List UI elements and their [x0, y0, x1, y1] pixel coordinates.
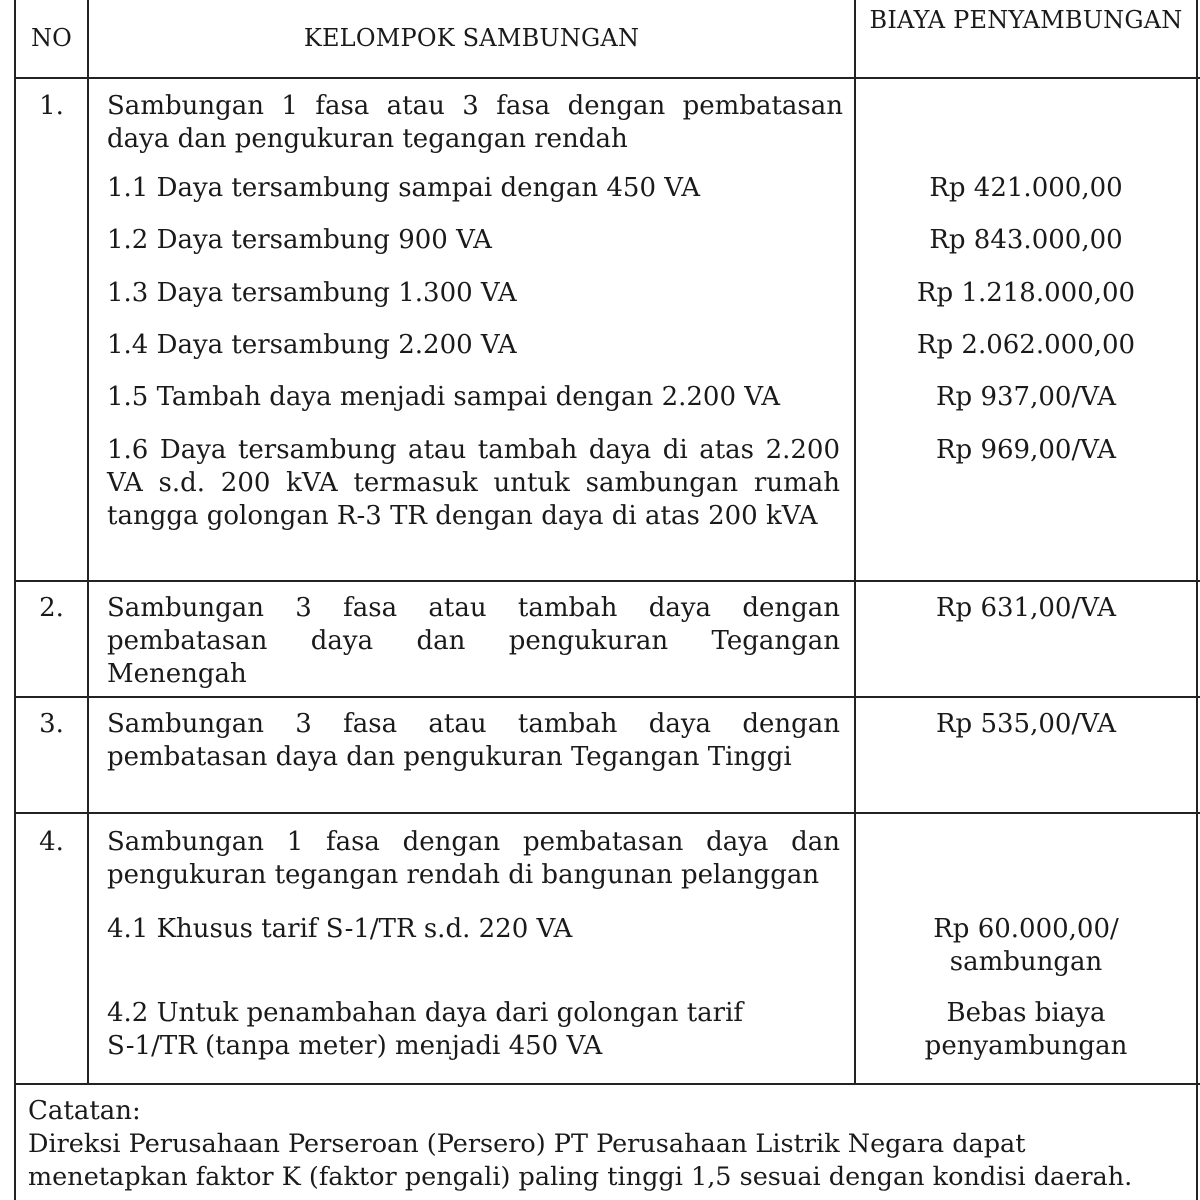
row-number: 3.: [39, 709, 64, 739]
row-title: Sambungan 1 fasa dengan pembatasan daya dan pengukuran tegangan rendah di bangunan pelanggan: [107, 827, 840, 890]
sub-item-cost: Bebas biaya penyambungan: [924, 998, 1128, 1061]
row-title: Sambungan 3 fasa atau tambah daya dengan pembatasan daya dan pengukuran Tegangan Menengah: [107, 593, 840, 689]
sub-item-label: 1.4 Daya tersambung 2.200 VA: [107, 330, 517, 360]
sub-item-label: 1.3 Daya tersambung 1.300 VA: [107, 278, 517, 308]
header-no: NO: [30, 24, 73, 52]
sub-item-cost: Rp 843.000,00: [929, 225, 1123, 255]
row-number: 2.: [39, 593, 64, 623]
header-group: KELOMPOK SAMBUNGAN: [303, 24, 640, 52]
row-number: 4.: [39, 827, 64, 857]
row1-bottom-rule: [14, 580, 1200, 582]
sub-item-cost: Rp 937,00/VA: [935, 382, 1116, 412]
sub-item-label: 1.2 Daya tersambung 900 VA: [107, 225, 492, 255]
note-label: Catatan:: [28, 1096, 141, 1126]
cost-column-divider: [854, 0, 856, 1084]
sub-item-cost: Rp 421.000,00: [929, 173, 1123, 203]
row-title: Sambungan 1 fasa atau 3 fasa dengan pembatasan daya dan pengukuran tegangan rendah: [107, 91, 843, 154]
row2-bottom-rule: [14, 696, 1200, 698]
sub-item-cost: Rp 1.218.000,00: [916, 278, 1136, 308]
row4-bottom-rule: [14, 1083, 1200, 1085]
row-cost: Rp 631,00/VA: [935, 593, 1116, 623]
sub-item-cost: Rp 60.000,00/ sambungan: [933, 914, 1119, 977]
no-column-divider: [87, 0, 89, 1084]
note-text: Direksi Perusahaan Perseroan (Persero) PT Perusahaan Listrik Negara dapat menetapkan faktor K (faktor pengali) paling tinggi 1,5 sesuai dengan kondisi daerah.: [28, 1129, 1133, 1192]
sub-item-label: 1.5 Tambah daya menjadi sampai dengan 2.200 VA: [107, 382, 781, 412]
sub-item-cost: Rp 969,00/VA: [935, 435, 1116, 465]
sub-item-label: 4.2 Untuk penambahan daya dari golongan tarif S-1/TR (tanpa meter) menjadi 450 VA: [107, 998, 744, 1061]
sub-item-label: 1.6 Daya tersambung atau tambah daya di atas 2.200 VA s.d. 200 kVA termasuk untuk sambungan rumah tangga golongan R-3 TR dengan daya di atas 200 kVA: [107, 435, 840, 531]
row-cost: Rp 535,00/VA: [935, 709, 1116, 739]
row-number: 1.: [39, 91, 64, 121]
header-cost: BIAYA PENYAMBUNGAN: [869, 6, 1183, 34]
sub-item-label: 4.1 Khusus tarif S-1/TR s.d. 220 VA: [107, 914, 573, 944]
right-border: [1196, 0, 1198, 1200]
row-title: Sambungan 3 fasa atau tambah daya dengan pembatasan daya dan pengukuran Tegangan Tinggi: [107, 709, 840, 772]
sub-item-cost: Rp 2.062.000,00: [916, 330, 1136, 360]
sub-item-label: 1.1 Daya tersambung sampai dengan 450 VA: [107, 173, 701, 203]
header-bottom-rule: [14, 77, 1200, 79]
row3-bottom-rule: [14, 812, 1200, 814]
